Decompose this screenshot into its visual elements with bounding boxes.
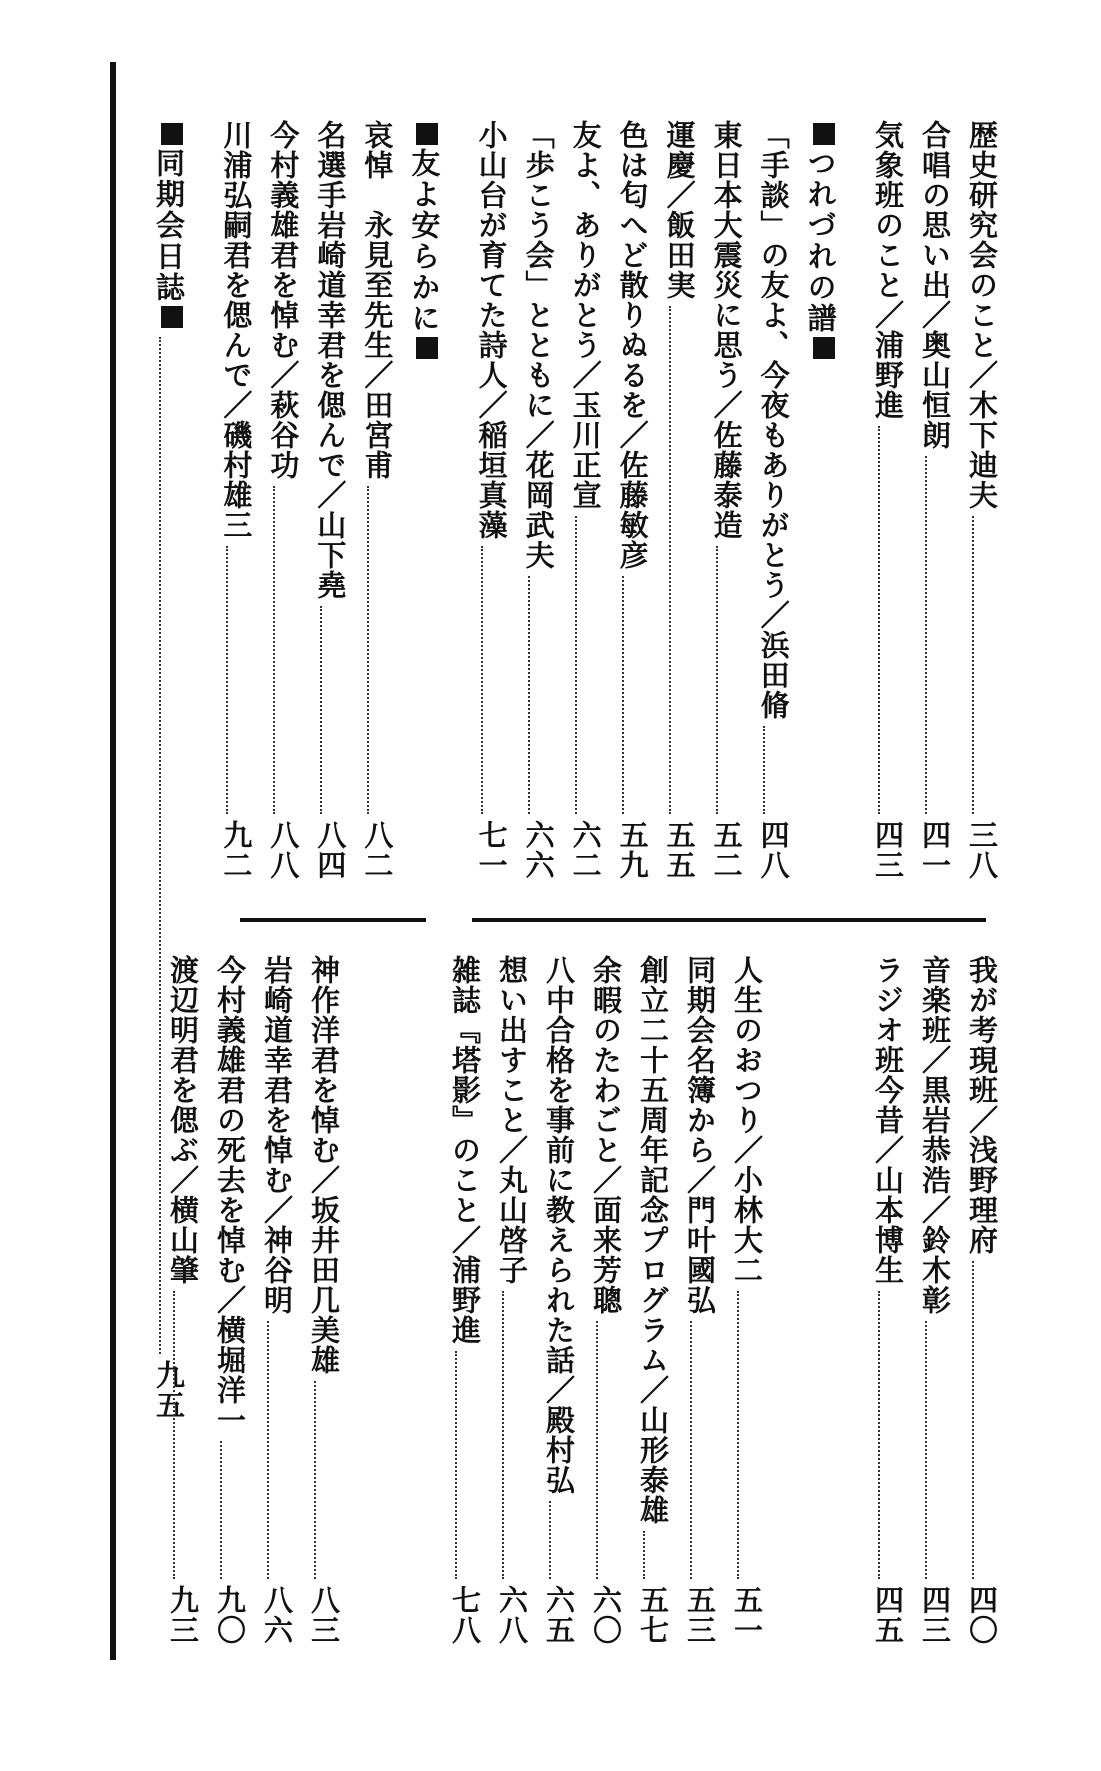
entry-title: 歴史研究会のこと／木下迪夫	[965, 120, 999, 510]
toc-lower-half	[136, 955, 999, 1645]
section-divider-lower	[240, 918, 426, 922]
dot-leader	[267, 1321, 269, 1579]
dot-leader	[173, 1291, 175, 1579]
page-number: 七一	[474, 820, 509, 880]
entry-title: 色は匂へど散りぬるを／佐藤敏彦	[615, 120, 650, 570]
toc-entry	[250, 120, 301, 880]
entry-title: 今村義雄君の死去を悼む／横堀洋一	[213, 955, 247, 1435]
page-number: 四八	[756, 820, 791, 880]
black-square-icon	[416, 337, 438, 359]
entry-title: ラジオ班今昔／山本博生	[871, 955, 905, 1285]
entry-title: 人生のおつり／小林大二	[730, 955, 764, 1285]
page-number: 三八	[965, 820, 999, 880]
toc-entry	[667, 955, 717, 1645]
toc-entry	[902, 120, 952, 880]
entry-title: 合唱の思い出／奥山恒朗	[918, 120, 952, 450]
dot-leader	[643, 1531, 645, 1579]
dot-leader	[925, 1321, 927, 1579]
dot-leader	[575, 516, 577, 814]
entry-title: 小山台が育てた詩人／稲垣真藻	[474, 120, 509, 540]
dot-leader	[455, 1351, 457, 1579]
section-heading	[391, 120, 442, 880]
dot-leader	[320, 606, 322, 814]
section-divider-upper	[472, 918, 986, 922]
dot-leader	[669, 306, 671, 814]
page-number: 八六	[260, 1585, 294, 1645]
toc-entry	[291, 955, 341, 1645]
column-gap	[761, 955, 808, 1645]
page-number: 五三	[683, 1585, 717, 1645]
dot-leader	[481, 546, 483, 814]
toc-entry	[741, 120, 791, 880]
toc-entry	[620, 955, 670, 1645]
page-number: 七八	[448, 1585, 482, 1645]
dot-leader	[716, 546, 718, 814]
entry-title: 今村義雄君を悼む／萩谷功	[266, 120, 301, 480]
entry-title: 我が考現班／浅野理府	[965, 955, 999, 1255]
dot-leader	[596, 1321, 598, 1579]
page-number: 八四	[313, 820, 348, 880]
toc-entry	[150, 955, 200, 1645]
page-number: 五二	[709, 820, 744, 880]
dot-leader	[737, 1291, 739, 1579]
black-square-icon	[813, 337, 835, 359]
dot-leader	[690, 1321, 692, 1579]
dot-leader	[925, 456, 927, 814]
section-heading-title: 友よ安らかに	[407, 148, 442, 334]
dot-leader	[314, 1381, 316, 1579]
entry-title: 同期会名簿から／門叶國弘	[683, 955, 717, 1315]
page-number: 九二	[219, 820, 254, 880]
section-heading-title: 同期会日誌	[152, 148, 187, 303]
toc-entry	[203, 120, 254, 880]
page-number: 九〇	[213, 1585, 247, 1645]
page-number: 九五	[152, 1360, 187, 1420]
page-number: 四五	[871, 1585, 905, 1645]
page-number: 八八	[266, 820, 301, 880]
column-gap	[438, 120, 458, 880]
column-gap	[338, 955, 385, 1645]
black-square-icon	[416, 123, 438, 145]
entry-title: 渡辺明君を偲ぶ／横山肇	[166, 955, 200, 1285]
toc-entry	[344, 120, 395, 880]
entry-title: 「手談」の友よ、今夜もありがとう／浜田脩	[756, 120, 791, 720]
dot-leader	[226, 546, 228, 814]
dot-leader	[878, 426, 880, 814]
entry-title: 想い出すこと／丸山啓子	[495, 955, 529, 1285]
page-number: 四三	[918, 1585, 952, 1645]
toc-entry	[694, 120, 744, 880]
page-number: 五七	[636, 1585, 670, 1645]
page-number: 四三	[871, 820, 905, 880]
entry-title: 哀悼 永見至先生／田宮甫	[360, 120, 395, 480]
toc-entry	[432, 955, 482, 1645]
entry-title: 川浦弘嗣君を偲んで／磯村雄三	[219, 120, 254, 540]
column-gap	[183, 120, 203, 880]
page-number: 六五	[542, 1585, 576, 1645]
toc-entry	[506, 120, 556, 880]
page-number: 四一	[918, 820, 952, 880]
toc-entry	[949, 955, 999, 1645]
dot-leader	[878, 1291, 880, 1579]
section-heading	[788, 120, 838, 880]
entry-title: 余暇のたわごと／面来芳聰	[589, 955, 623, 1315]
toc-entry	[553, 120, 603, 880]
page-number: 四〇	[965, 1585, 999, 1645]
page-number: 五九	[615, 820, 650, 880]
dot-leader	[367, 486, 369, 814]
page-number: 六〇	[589, 1585, 623, 1645]
dot-leader	[972, 516, 974, 814]
dot-leader	[502, 1291, 504, 1579]
toc-entry	[902, 955, 952, 1645]
toc-entry	[714, 955, 764, 1645]
entry-title: 音楽班／黒岩恭浩／鈴木彰	[918, 955, 952, 1315]
dot-leader	[220, 1441, 222, 1579]
entry-title: 神作洋君を悼む／坂井田几美雄	[307, 955, 341, 1375]
entry-title: 創立二十五周年記念プログラム／山形泰雄	[636, 955, 670, 1525]
entry-title: 友よ、ありがとう／玉川正宣	[568, 120, 603, 510]
dot-leader	[273, 486, 275, 814]
black-square-icon	[161, 123, 183, 145]
entry-title: 雑誌『塔影』のこと／浦野進	[448, 955, 482, 1345]
black-square-icon	[161, 306, 183, 328]
page-number: 八三	[307, 1585, 341, 1645]
dot-leader	[622, 576, 624, 814]
dot-leader	[763, 726, 765, 814]
dot-leader	[528, 576, 530, 814]
page-number: 八二	[360, 820, 395, 880]
toc-entry	[459, 120, 509, 880]
entry-title: 運慶／飯田実	[662, 120, 697, 300]
toc-entry	[197, 955, 247, 1645]
dot-leader	[549, 1501, 551, 1579]
entry-title: 名選手岩崎道幸君を偲んで／山下堯	[313, 120, 348, 600]
section-heading-title: つれづれの譜	[803, 148, 838, 334]
entry-title: 岩崎道幸君を悼む／神谷明	[260, 955, 294, 1315]
toc-entry	[855, 955, 905, 1645]
toc-entry	[297, 120, 348, 880]
black-square-icon	[813, 123, 835, 145]
entry-title: 「歩こう会」とともに／花岡武夫	[521, 120, 556, 570]
toc-entry	[600, 120, 650, 880]
toc-entry	[647, 120, 697, 880]
toc-entry	[949, 120, 999, 880]
toc-entry	[855, 120, 905, 880]
spine-rule	[110, 62, 116, 1660]
entry-title: 東日本大震災に思う／佐藤泰造	[709, 120, 744, 540]
entry-title: 気象班のこと／浦野進	[871, 120, 905, 420]
column-gap	[808, 955, 855, 1645]
entry-title: 八中合格を事前に教えられた話／殿村弘	[542, 955, 576, 1495]
dot-leader	[972, 1261, 974, 1579]
toc-entry	[479, 955, 529, 1645]
page-number: 六六	[521, 820, 556, 880]
toc-entry	[573, 955, 623, 1645]
page-number: 九三	[166, 1585, 200, 1645]
column-gap	[385, 955, 432, 1645]
toc-entry	[526, 955, 576, 1645]
page-number: 六八	[495, 1585, 529, 1645]
toc-entry	[244, 955, 294, 1645]
column-gap	[835, 120, 855, 880]
page-number: 五一	[730, 1585, 764, 1645]
page-number: 五五	[662, 820, 697, 880]
page-number: 六二	[568, 820, 603, 880]
